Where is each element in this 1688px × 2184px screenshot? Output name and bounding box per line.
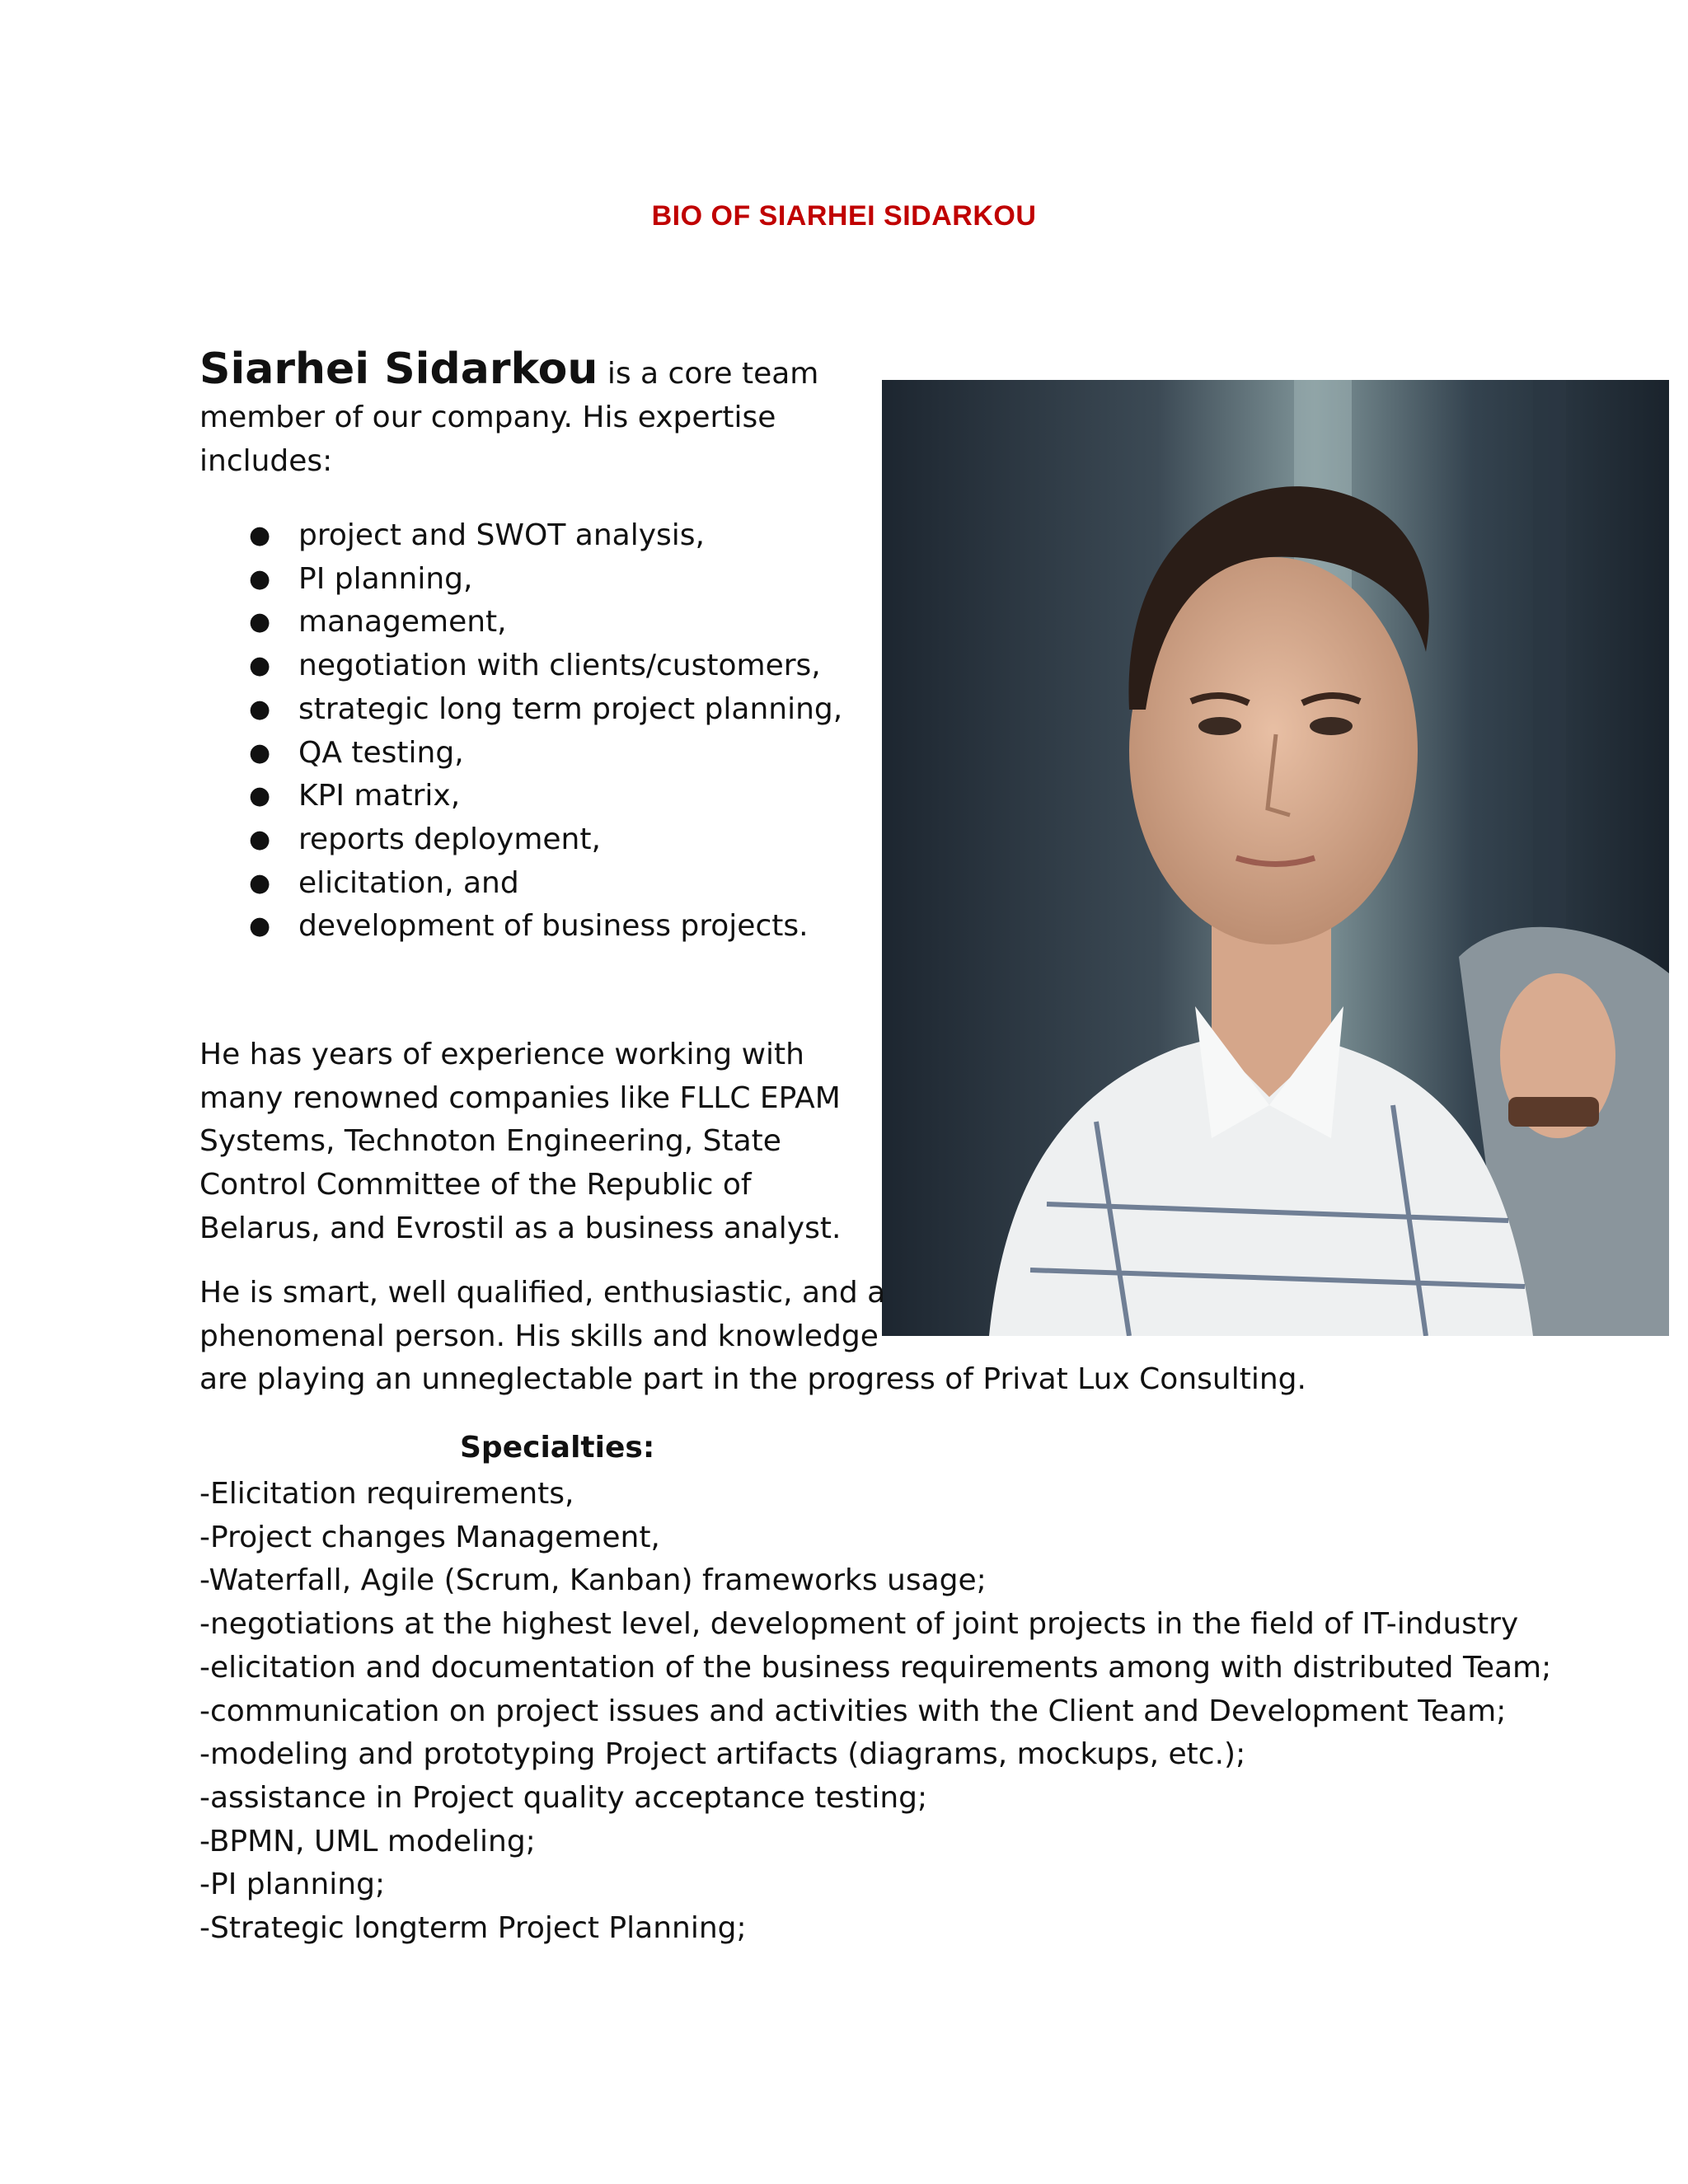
bullet-icon: ● bbox=[249, 694, 271, 724]
bullet-icon: ● bbox=[249, 651, 271, 681]
list-item: ● development of business projects. bbox=[199, 905, 875, 949]
bullet-icon: ● bbox=[249, 824, 271, 854]
bullet-icon: ● bbox=[249, 912, 271, 941]
list-item: -BPMN, UML modeling; bbox=[199, 1824, 536, 1858]
list-item: -assistance in Project quality acceptance testing; bbox=[199, 1780, 928, 1815]
list-item: -Elicitation requirements, bbox=[199, 1477, 574, 1511]
list-item: ● KPI matrix, bbox=[199, 775, 875, 818]
list-item: -Waterfall, Agile (Scrum, Kanban) frameworks usage; bbox=[199, 1563, 987, 1598]
bullet-icon: ● bbox=[249, 781, 271, 811]
intro-paragraph bbox=[199, 344, 884, 483]
list-item: ● QA testing, bbox=[199, 732, 875, 776]
bullet-icon: ● bbox=[249, 738, 271, 767]
specialties-heading: Specialties: bbox=[460, 1431, 655, 1465]
list-item: ● reports deployment, bbox=[199, 818, 875, 862]
qualities-paragraph: He is smart, well qualified, enthusiastic, and a phenomenal person. His skills and knowledge are playing an unneglectable part in the progress of Privat Lux Consulting. bbox=[199, 1276, 1306, 1397]
list-item: ● project and SWOT analysis, bbox=[199, 514, 875, 558]
list-item: -modeling and prototyping Project artifacts (diagrams, mockups, etc.); bbox=[199, 1737, 1246, 1772]
list-item: ● negotiation with clients/customers, bbox=[199, 644, 875, 688]
list-item: ● PI planning, bbox=[199, 558, 875, 602]
person-name: Siarhei Sidarkou bbox=[199, 344, 598, 394]
bullet-icon: ● bbox=[249, 868, 271, 898]
list-item: -Strategic longterm Project Planning; bbox=[199, 1911, 747, 1946]
portrait-illustration bbox=[882, 380, 1669, 1336]
experience-paragraph: He has years of experience working with many renowned companies like FLLC EPAM Systems, Technoton Engineering, State Control Committee of the Republic of Belarus, and Evrostil as a business analyst. bbox=[199, 1038, 842, 1245]
specialties-list bbox=[199, 1473, 1552, 1951]
list-item: -Project changes Management, bbox=[199, 1520, 660, 1554]
bullet-icon: ● bbox=[249, 521, 271, 550]
list-item: -PI planning; bbox=[199, 1868, 386, 1902]
list-item: -communication on project issues and activities with the Client and Development Team; bbox=[199, 1694, 1507, 1728]
expertise-list bbox=[199, 514, 875, 949]
bullet-icon: ● bbox=[249, 564, 271, 593]
intro-text: is a core team member of our company. His expertise includes: bbox=[199, 357, 819, 478]
list-item: ● strategic long term project planning, bbox=[199, 688, 875, 732]
page-title: BIO OF SIARHEI SIDARKOU bbox=[651, 200, 1037, 232]
list-item: -elicitation and documentation of the business requirements among with distributed Team; bbox=[199, 1650, 1552, 1685]
list-item: -negotiations at the highest level, development of joint projects in the field of IT-industry bbox=[199, 1607, 1519, 1642]
bullet-icon: ● bbox=[249, 607, 271, 637]
portrait-photo bbox=[882, 380, 1669, 1336]
list-item: ● management, bbox=[199, 601, 875, 644]
list-item: ● elicitation, and bbox=[199, 862, 875, 906]
